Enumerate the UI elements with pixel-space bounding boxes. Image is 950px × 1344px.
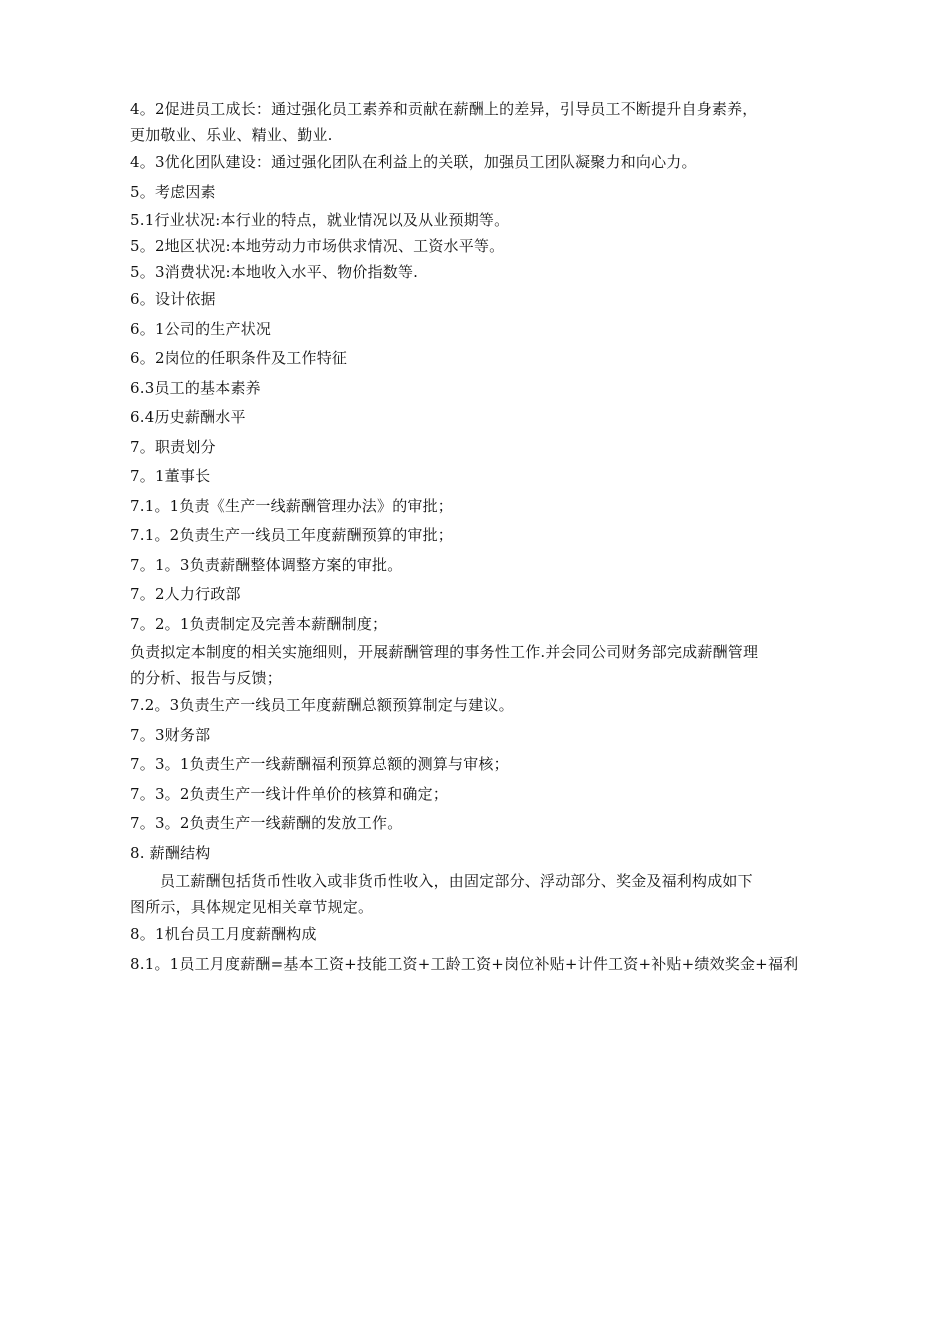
text-line: 7.2。3负责生产一线员工年度薪酬总额预算制定与建议。 bbox=[130, 696, 514, 714]
text-line: 图所示，具体规定见相关章节规定。 bbox=[130, 898, 374, 916]
subsection-heading: 7。1董事长 bbox=[130, 467, 211, 485]
section-heading: 8. 薪酬结构 bbox=[130, 843, 211, 862]
section-heading: 6。设计依据 bbox=[130, 290, 216, 308]
text-line: 7.1。1负责《生产一线薪酬管理办法》的审批； bbox=[130, 496, 454, 515]
text-line: 6.3员工的基本素养 bbox=[130, 378, 261, 397]
text-line: 7。3。2负责生产一线薪酬的发放工作。 bbox=[130, 814, 403, 832]
text-line: 负责拟定本制度的相关实施细则，开展薪酬管理的事务性工作.并会同公司财务部完成薪酬管理 bbox=[130, 643, 759, 661]
document-body bbox=[130, 96, 842, 979]
subsection-heading: 7。2人力行政部 bbox=[130, 585, 241, 603]
text-line: 4。2促进员工成长：通过强化员工素养和贡献在薪酬上的差异，引导员工不断提升自身素养， bbox=[130, 100, 758, 118]
text-line: 8.1。1员工月度薪酬=基本工资+技能工资+工龄工资+岗位补贴+计件工资+补贴+绩效奖金+福利 bbox=[130, 954, 799, 973]
text-line: 5.1行业状况:本行业的特点，就业情况以及从业预期等。 bbox=[130, 211, 510, 229]
text-line: 7。3。1负责生产一线薪酬福利预算总额的测算与审核； bbox=[130, 755, 509, 773]
text-line: 6。1公司的生产状况 bbox=[130, 319, 272, 338]
text-line: 5。2地区状况:本地劳动力市场供求情况、工资水平等。 bbox=[130, 237, 505, 255]
text-line: 6.4历史薪酬水平 bbox=[130, 408, 246, 426]
text-line: 4。3优化团队建设：通过强化团队在利益上的关联，加强员工团队凝聚力和向心力。 bbox=[130, 153, 697, 171]
text-line: 7。2。1负责制定及完善本薪酬制度； bbox=[130, 614, 388, 633]
subsection-heading: 8。1机台员工月度薪酬构成 bbox=[130, 925, 317, 943]
subsection-heading: 7。3财务部 bbox=[130, 725, 211, 744]
section-heading: 7。职责划分 bbox=[130, 437, 216, 456]
section-heading: 5。考虑因素 bbox=[130, 182, 216, 201]
text-line: 更加敬业、乐业、精业、勤业. bbox=[130, 126, 333, 144]
text-line: 7。3。2负责生产一线计件单价的核算和确定； bbox=[130, 784, 449, 803]
text-line: 7.1。2负责生产一线员工年度薪酬预算的审批； bbox=[130, 526, 454, 544]
text-line: 员工薪酬包括货币性收入或非货币性收入，由固定部分、浮动部分、奖金及福利构成如下 bbox=[160, 872, 753, 890]
text-line: 的分析、报告与反馈； bbox=[130, 669, 283, 687]
text-line: 7。1。3负责薪酬整体调整方案的审批。 bbox=[130, 555, 403, 574]
text-line: 5。3消费状况:本地收入水平、物价指数等. bbox=[130, 263, 419, 281]
text-line: 6。2岗位的任职条件及工作特征 bbox=[130, 349, 348, 367]
